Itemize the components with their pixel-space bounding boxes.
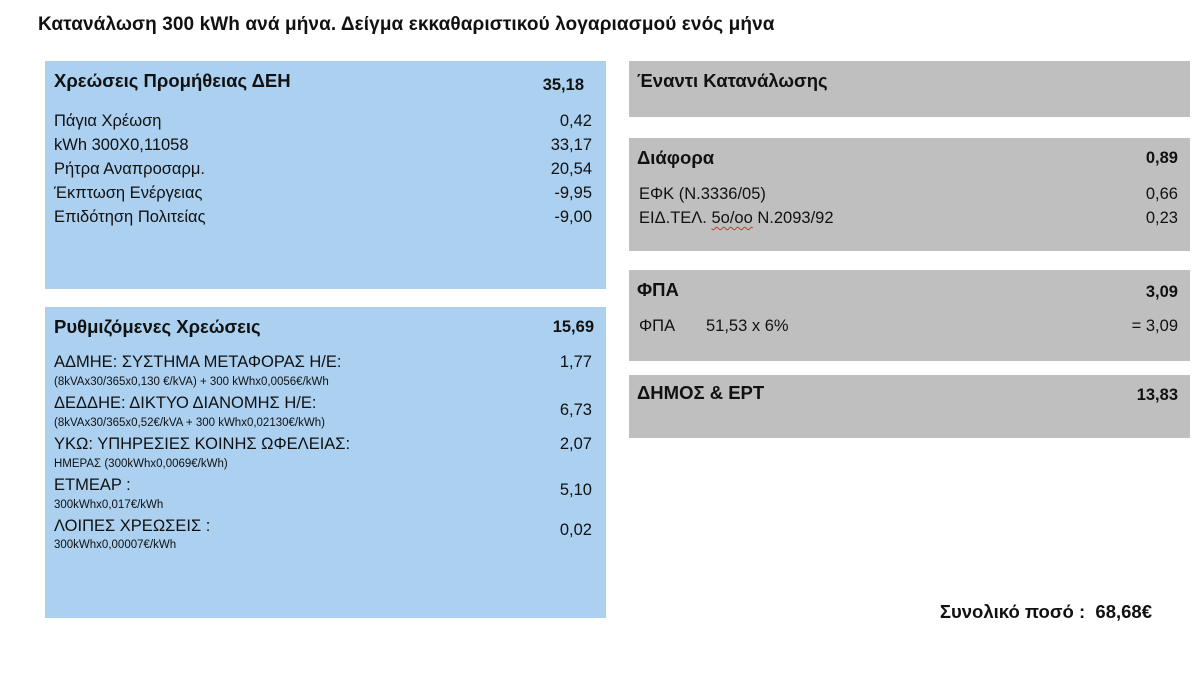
vat-panel xyxy=(629,270,1190,361)
grand-total xyxy=(940,601,1152,623)
misc-row-value: 0,66 xyxy=(1145,185,1178,203)
regulated-row-detail: ΗΜΕΡΑΣ (300kWhx0,0069€/kWh) xyxy=(54,458,228,470)
supply-row-value: -9,95 xyxy=(554,184,592,202)
supply-row-label: Επιδότηση Πολιτείας xyxy=(54,208,206,226)
grand-total-value: 68,68€ xyxy=(1095,601,1152,622)
regulated-charges-panel xyxy=(45,307,606,618)
vat-row-calculation: 51,53 x 6% xyxy=(706,317,789,335)
regulated-row-label: ΕΤΜΕΑΡ : xyxy=(54,476,131,494)
misc-row-label-suffix: Ν.2093/92 xyxy=(752,209,834,227)
vat-total: 3,09 xyxy=(1145,283,1178,301)
supply-row-value: 0,42 xyxy=(559,112,592,130)
consumption-heading: Έναντι Κατανάλωσης xyxy=(637,70,828,91)
municipal-fees-heading: ΔΗΜΟΣ & ΕΡΤ xyxy=(637,382,765,403)
supply-row-label: Πάγια Χρέωση xyxy=(54,112,162,130)
supply-charges-panel xyxy=(45,61,606,289)
regulated-row-label: ΔΕΔΔΗΕ: ΔΙΚΤΥΟ ΔΙΑΝΟΜΗΣ Η/Ε: xyxy=(54,394,317,412)
misc-row-label-rate: 5ο/οο xyxy=(711,209,753,227)
supply-row-label: Έκπτωση Ενέργειας xyxy=(54,184,203,202)
supply-row-label: kWh 300Χ0,11058 xyxy=(54,136,189,154)
regulated-row-detail: 300kWhx0,00007€/kWh xyxy=(54,539,177,551)
regulated-row-detail: (8kVAx30/365x0,52€/kVA + 300 kWhx0,02130€/kWh) xyxy=(54,417,325,429)
regulated-row-label: ΥΚΩ: ΥΠΗΡΕΣΙΕΣ ΚΟΙΝΗΣ ΩΦΕΛΕΙΑΣ: xyxy=(54,435,351,453)
regulated-row-detail: 300kWhx0,017€/kWh xyxy=(54,499,164,511)
regulated-charges-total: 15,69 xyxy=(552,318,594,336)
misc-row-label-prefix: ΕΙΔ.ΤΕΛ. xyxy=(639,209,712,227)
misc-charges-total: 0,89 xyxy=(1145,149,1178,167)
municipal-fees-total: 13,83 xyxy=(1136,386,1178,404)
misc-charges-panel xyxy=(629,138,1190,251)
supply-charges-total: 35,18 xyxy=(542,76,584,94)
misc-row-label: ΕΦΚ (Ν.3336/05) xyxy=(639,185,766,203)
supply-row-value: -9,00 xyxy=(554,208,592,226)
vat-row-label: ΦΠΑ xyxy=(639,317,676,335)
misc-charges-heading: Διάφορα xyxy=(637,147,715,168)
regulated-row-value: 1,77 xyxy=(559,353,592,371)
supply-row-value: 20,54 xyxy=(550,160,592,178)
supply-charges-heading: Χρεώσεις Προμήθειας ΔΕΗ xyxy=(54,70,291,91)
regulated-row-value: 2,07 xyxy=(559,435,592,453)
regulated-row-label: ΑΔΜΗΕ: ΣΥΣΤΗΜΑ ΜΕΤΑΦΟΡΑΣ Η/Ε: xyxy=(54,353,342,371)
grand-total-label: Συνολικό ποσό : xyxy=(939,601,1086,622)
supply-row-label: Ρήτρα Αναπροσαρμ. xyxy=(54,160,205,178)
vat-row-value: = 3,09 xyxy=(1131,317,1178,335)
regulated-row-value: 5,10 xyxy=(559,481,592,499)
municipal-fees-panel xyxy=(629,375,1190,438)
misc-row-label xyxy=(639,209,834,228)
regulated-row-value: 6,73 xyxy=(559,401,592,419)
regulated-row-value: 0,02 xyxy=(559,521,592,539)
consumption-panel xyxy=(629,61,1190,117)
regulated-row-detail: (8kVAx30/365x0,130 €/kVA) + 300 kWhx0,0056€/kWh xyxy=(54,376,329,388)
misc-row-value: 0,23 xyxy=(1145,209,1178,227)
vat-heading: ΦΠΑ xyxy=(637,279,679,300)
page-title: Κατανάλωση 300 kWh ανά μήνα. Δείγμα εκκαθαριστικού λογαριασμού ενός μήνα xyxy=(38,14,775,35)
regulated-row-label: ΛΟΙΠΕΣ ΧΡΕΩΣΕΙΣ : xyxy=(54,517,211,535)
supply-row-value: 33,17 xyxy=(550,136,592,154)
regulated-charges-heading: Ρυθμιζόμενες Χρεώσεις xyxy=(54,316,261,337)
